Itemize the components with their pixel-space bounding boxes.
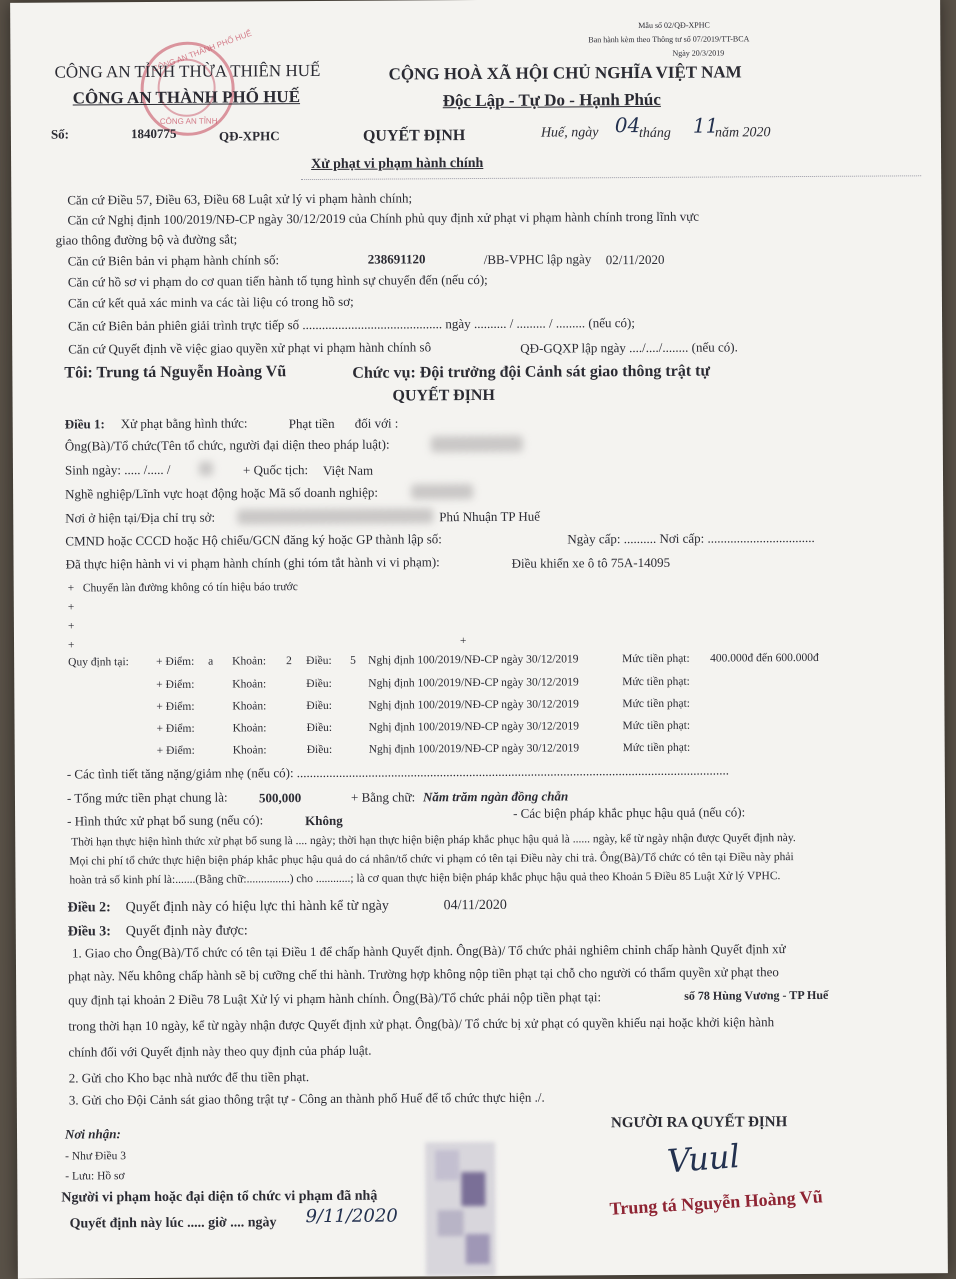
regulation-table [10, 0, 940, 3]
decree-ref: Nghị định 100/2019/NĐ-CP ngày 30/12/2019 [369, 740, 580, 757]
basis-line-2: Căn cứ Nghị định 100/2019/NĐ-CP ngày 30/12/2019 của Chính phủ quy định xử phạt vi phạm hành chính trong lĩnh vực [67, 209, 699, 229]
received-label: Quyết định này lúc ..... giờ .... ngày [70, 1215, 277, 1232]
document-page [10, 0, 948, 1279]
total-amount: 500,000 [259, 790, 301, 806]
basis-line-4: Căn cứ hồ sơ vi phạm do cơ quan tiến hành tố tụng hình sự chuyển đến (nếu có); [68, 272, 488, 291]
record-date: 02/11/2020 [606, 252, 665, 268]
circumstances: - Các tình tiết tăng nặng/giảm nhẹ (nếu có): ..................................................................................................................................... [67, 762, 729, 782]
recipient-2: - Lưu: Hồ sơ [65, 1168, 124, 1184]
khoan-label: Khoản: [232, 653, 266, 669]
dieu-label: Điều: [306, 698, 332, 714]
date-month: 11 [693, 118, 719, 134]
basis-line-6: Căn cứ Biên bản phiên giải trình trực tiếp số ........................................... ngày .......... / ......... / ......... (nếu có); [68, 315, 635, 334]
article-1-para-2: Mọi chi phí tổ chức thực hiện biện pháp khắc phục hậu quả do cá nhân/tổ chức vi phạm có tên tại Điều này chi trả. Ông(Bà)/Tổ chức có tên tại Điều này phải [69, 849, 793, 869]
date-day: 04 [615, 117, 641, 133]
effective-date: 04/11/2020 [444, 898, 507, 914]
dob-label: Sinh ngày: ..... /..... / [65, 462, 171, 479]
id-issue: Ngày cấp: .......... Nơi cấp: ................................. [567, 530, 814, 548]
article-3-title: Điều 3: [68, 924, 111, 940]
article-1-para-1: Thời hạn thực hiện hình thức xử phạt bổ sung là .... ngày; thời hạn thực hiện biện pháp khắc phục hậu quả là ...... ngày, kể từ ngày nhận được Quyết định này. [71, 830, 796, 850]
issuer-position: Chức vụ: Đội trưởng đội Cảnh sát giao thông trật tự [352, 364, 710, 382]
diem-label: + Điểm: [157, 721, 195, 737]
censored-region [425, 1142, 496, 1276]
seal-text-top: CÔNG AN THÀNH PHỐ HUẾ [151, 29, 253, 74]
violation-label: Đã thực hiện hành vi vi phạm hành chính (ghi tóm tắt hành vi vi phạm): [65, 554, 439, 572]
basis-line-5: Căn cứ kết quả xác minh va các tài liệu có trong hồ sơ; [68, 294, 354, 312]
article-1-title: Điều 1: [65, 416, 105, 432]
total-label: - Tổng mức tiền phạt chung là: [67, 790, 228, 807]
payment-place: số 78 Hùng Vương - TP Huế [684, 987, 828, 1004]
khoan-label: Khoản: [232, 720, 266, 736]
khoan-value: 2 [286, 653, 292, 669]
words-label: + Bằng chữ: [351, 789, 415, 805]
khoan-label: Khoản: [232, 698, 266, 714]
country-name: CỘNG HOÀ XÃ HỘI CHỦ NGHĨA VIỆT NAM [389, 64, 742, 82]
basis-line-7: Căn cứ Quyết định về việc giao quyền xử phạt vi phạm hành chính sô [68, 339, 431, 357]
amount-in-words: Năm trăm ngàn đồng chẵn [423, 788, 568, 805]
dieu-label: Điều: [307, 742, 333, 758]
decree-ref: Nghị định 100/2019/NĐ-CP ngày 30/12/2019 [368, 718, 579, 735]
date-prefix: Huế, ngày [541, 125, 599, 141]
regulation-row [10, 0, 940, 3]
redacted-address [237, 508, 433, 524]
form-code: Mẫu số 02/QĐ-XPHC [638, 21, 710, 31]
agency-name: CÔNG AN THÀNH PHỐ HUẾ [73, 89, 300, 106]
decree-ref: Nghị định 100/2019/NĐ-CP ngày 30/12/2019 [368, 696, 579, 713]
form-date: Ngày 20/3/2019 [672, 48, 724, 58]
violator-label: Người vi phạm hoặc đại diện tổ chức vi phạm đã nhậ [61, 1189, 377, 1207]
address-label: Nơi ở hiện tại/Địa chỉ trụ sở: [65, 510, 215, 527]
extra-penalty-label: - Hình thức xử phạt bổ sung (nếu có): [67, 812, 263, 829]
article-1-para-3: hoàn trả số kinh phí là:.......(Bằng chữ:...............) cho ............; là cơ quan thực hiện biện pháp khắc phục hậu quả theo Khoản 5 Điều 85 Luật Xử lý VPHC. [69, 868, 780, 888]
article-3-line-5: chính đối với Quyết định này theo quy định của pháp luật. [68, 1043, 371, 1061]
id-label: CMND hoặc CCCD hoặc Hộ chiếu/GCN đăng ký hoặc GP thành lập số: [65, 531, 442, 549]
basis-line-1: Căn cứ Điều 57, Điều 63, Điều 68 Luật xử lý vi phạm hành chính; [67, 190, 412, 208]
agency-parent: CÔNG AN TỈNH THỪA THIÊN HUẾ [54, 63, 320, 81]
record-number: 238691120 [368, 251, 426, 267]
diem-label: + Điểm: [157, 743, 195, 759]
article-3-line-2: phạt này. Nếu không chấp hành sẽ bị cưỡng chế thi hành. Trường hợp không nộp tiền phạt tại chỗ cho người có thẩm quyền xử phạt theo [68, 964, 779, 984]
issuer-name: Tôi: Trung tá Nguyễn Hoàng Vũ [64, 364, 286, 381]
document-title: QUYẾT ĐỊNH [363, 128, 465, 145]
regulation-row [10, 0, 940, 3]
diem-label: + Điểm: [156, 654, 194, 670]
regulation-label: Quy định tại: [68, 654, 129, 670]
basis-line-7-suffix: QĐ-GQXP lập ngày ..../..../........ (nếu có). [520, 339, 738, 356]
person-label: Ông(Bà)/Tổ chức(Tên tổ chức, người đại diện theo pháp luật): [65, 437, 390, 455]
diem-label: + Điểm: [156, 699, 194, 715]
fine-label: Mức tiền phạt: [622, 696, 690, 712]
redacted-job [411, 484, 473, 499]
title-divider [301, 175, 921, 180]
khoan-label: Khoản: [233, 742, 267, 758]
redacted-person-name [431, 436, 523, 453]
decision-number-suffix: QĐ-XPHC [219, 128, 280, 144]
document-subtitle: Xử phạt vi phạm hành chính [311, 156, 483, 173]
motto: Độc Lập - Tự Do - Hạnh Phúc [443, 92, 661, 109]
recipient-1: - Như Điều 3 [65, 1148, 126, 1164]
fine-label: Mức tiền phạt: [622, 718, 690, 734]
decree-ref: Nghị định 100/2019/NĐ-CP ngày 30/12/2019 [368, 674, 579, 691]
diem-label: + Điểm: [156, 677, 194, 693]
act-row: + [68, 599, 83, 615]
fine-label: Mức tiền phạt: [622, 674, 690, 690]
act-row: + [68, 637, 83, 653]
signer-name-stamp: Trung tá Nguyễn Hoàng Vũ [609, 1188, 823, 1216]
signature: Vuul [666, 1136, 741, 1181]
khoan-label: Khoản: [232, 676, 266, 692]
against-label: đối với : [355, 415, 399, 431]
dieu-value: 5 [350, 653, 356, 669]
article-3-line-1: 1. Giao cho Ông(Bà)/Tổ chức có tên tại Điều 1 để chấp hành Quyết định. Ông(Bà)/ Tổ chức phải nghiêm chỉnh chấp hành Quyết định xử [72, 941, 786, 961]
act-row: + [68, 618, 83, 634]
article-3-line-7: 3. Gửi cho Đội Cảnh sát giao thông trật tự - Công an thành phố Huế để tổ chức thực hiện ./. [69, 1090, 545, 1109]
address-value: Phú Nhuận TP Huế [439, 509, 540, 526]
recipients-label: Nơi nhận: [65, 1126, 121, 1142]
regulation-row [10, 0, 940, 3]
regulation-row [10, 0, 940, 3]
received-date-handwritten: 9/11/2020 [305, 1209, 397, 1226]
number-label: Số: [51, 126, 69, 142]
dieu-label: Điều: [306, 653, 332, 669]
fine-label: Mức tiền phạt: [623, 740, 691, 756]
dieu-label: Điều: [306, 676, 332, 692]
act-row: + Chuyển làn đường không có tín hiệu báo trước [68, 579, 298, 596]
basis-line-3: Căn cứ Biên bản vi phạm hành chính số: [68, 252, 280, 269]
nationality: Việt Nam [323, 463, 373, 479]
decides-heading: QUYẾT ĐỊNH [392, 388, 494, 405]
form-issued: Ban hành kèm theo Thông tư số 07/2019/TT-BCA [588, 34, 749, 45]
decree-ref: Nghị định 100/2019/NĐ-CP ngày 30/12/2019 [368, 651, 579, 668]
extra-penalty-value: Không [305, 813, 343, 829]
date-year: năm 2020 [715, 125, 771, 141]
redacted-birth-year [199, 462, 213, 476]
nationality-label: + Quốc tịch: [243, 462, 308, 478]
date-month-label: tháng [639, 126, 671, 142]
article-3-line-4: trong thời hạn 10 ngày, kể từ ngày nhận được Quyết định xử phạt. Ông(bà)/ Tổ chức bị xử phạt có quyền khiếu nại hoặc khởi kiện hành [68, 1014, 774, 1034]
article-3-line-3: quy định tại khoản 2 Điều 78 Luật Xử lý vi phạm hành chính. Ông(Bà)/Tổ chức phải nộp tiền phạt tại: [68, 989, 601, 1008]
dieu-label: Điều: [306, 720, 332, 736]
job-label: Nghề nghiệp/Lĩnh vực hoạt động hoặc Mã số doanh nghiệp: [65, 485, 378, 503]
diem-value: a [208, 654, 213, 670]
basis-line-3-suffix: /BB-VPHC lập ngày [484, 251, 592, 268]
signer-title: NGƯỜI RA QUYẾT ĐỊNH [611, 1114, 787, 1131]
article-2-text: Quyết định này có hiệu lực thi hành kể từ ngày [126, 899, 389, 917]
fine-range: 400.000đ đến 600.000đ [710, 650, 819, 667]
basis-line-2b: giao thông đường bộ và đường sắt; [56, 231, 238, 248]
remedy-label: - Các biện pháp khắc phục hậu quả (nếu có): [513, 804, 745, 821]
penalty-form: Phạt tiền [289, 416, 335, 432]
regulation-row [10, 0, 940, 3]
act-plus-marker: + [460, 633, 467, 649]
act-text: Chuyển làn đường không có tín hiệu báo trước [83, 581, 298, 594]
seal-text-bottom: CÔNG AN TỈNH [160, 117, 218, 126]
violation-value: Điều khiển xe ô tô 75A-14095 [511, 555, 670, 572]
article-2-title: Điều 2: [68, 900, 111, 916]
article-1-form-label: Xử phạt bằng hình thức: [121, 415, 248, 432]
decision-number: 1840775 [131, 126, 177, 142]
fine-label: Mức tiền phạt: [622, 651, 690, 667]
article-3-text: Quyết định này được: [126, 923, 248, 940]
article-3-line-6: 2. Gửi cho Kho bạc nhà nước để thu tiền phạt. [69, 1069, 310, 1086]
